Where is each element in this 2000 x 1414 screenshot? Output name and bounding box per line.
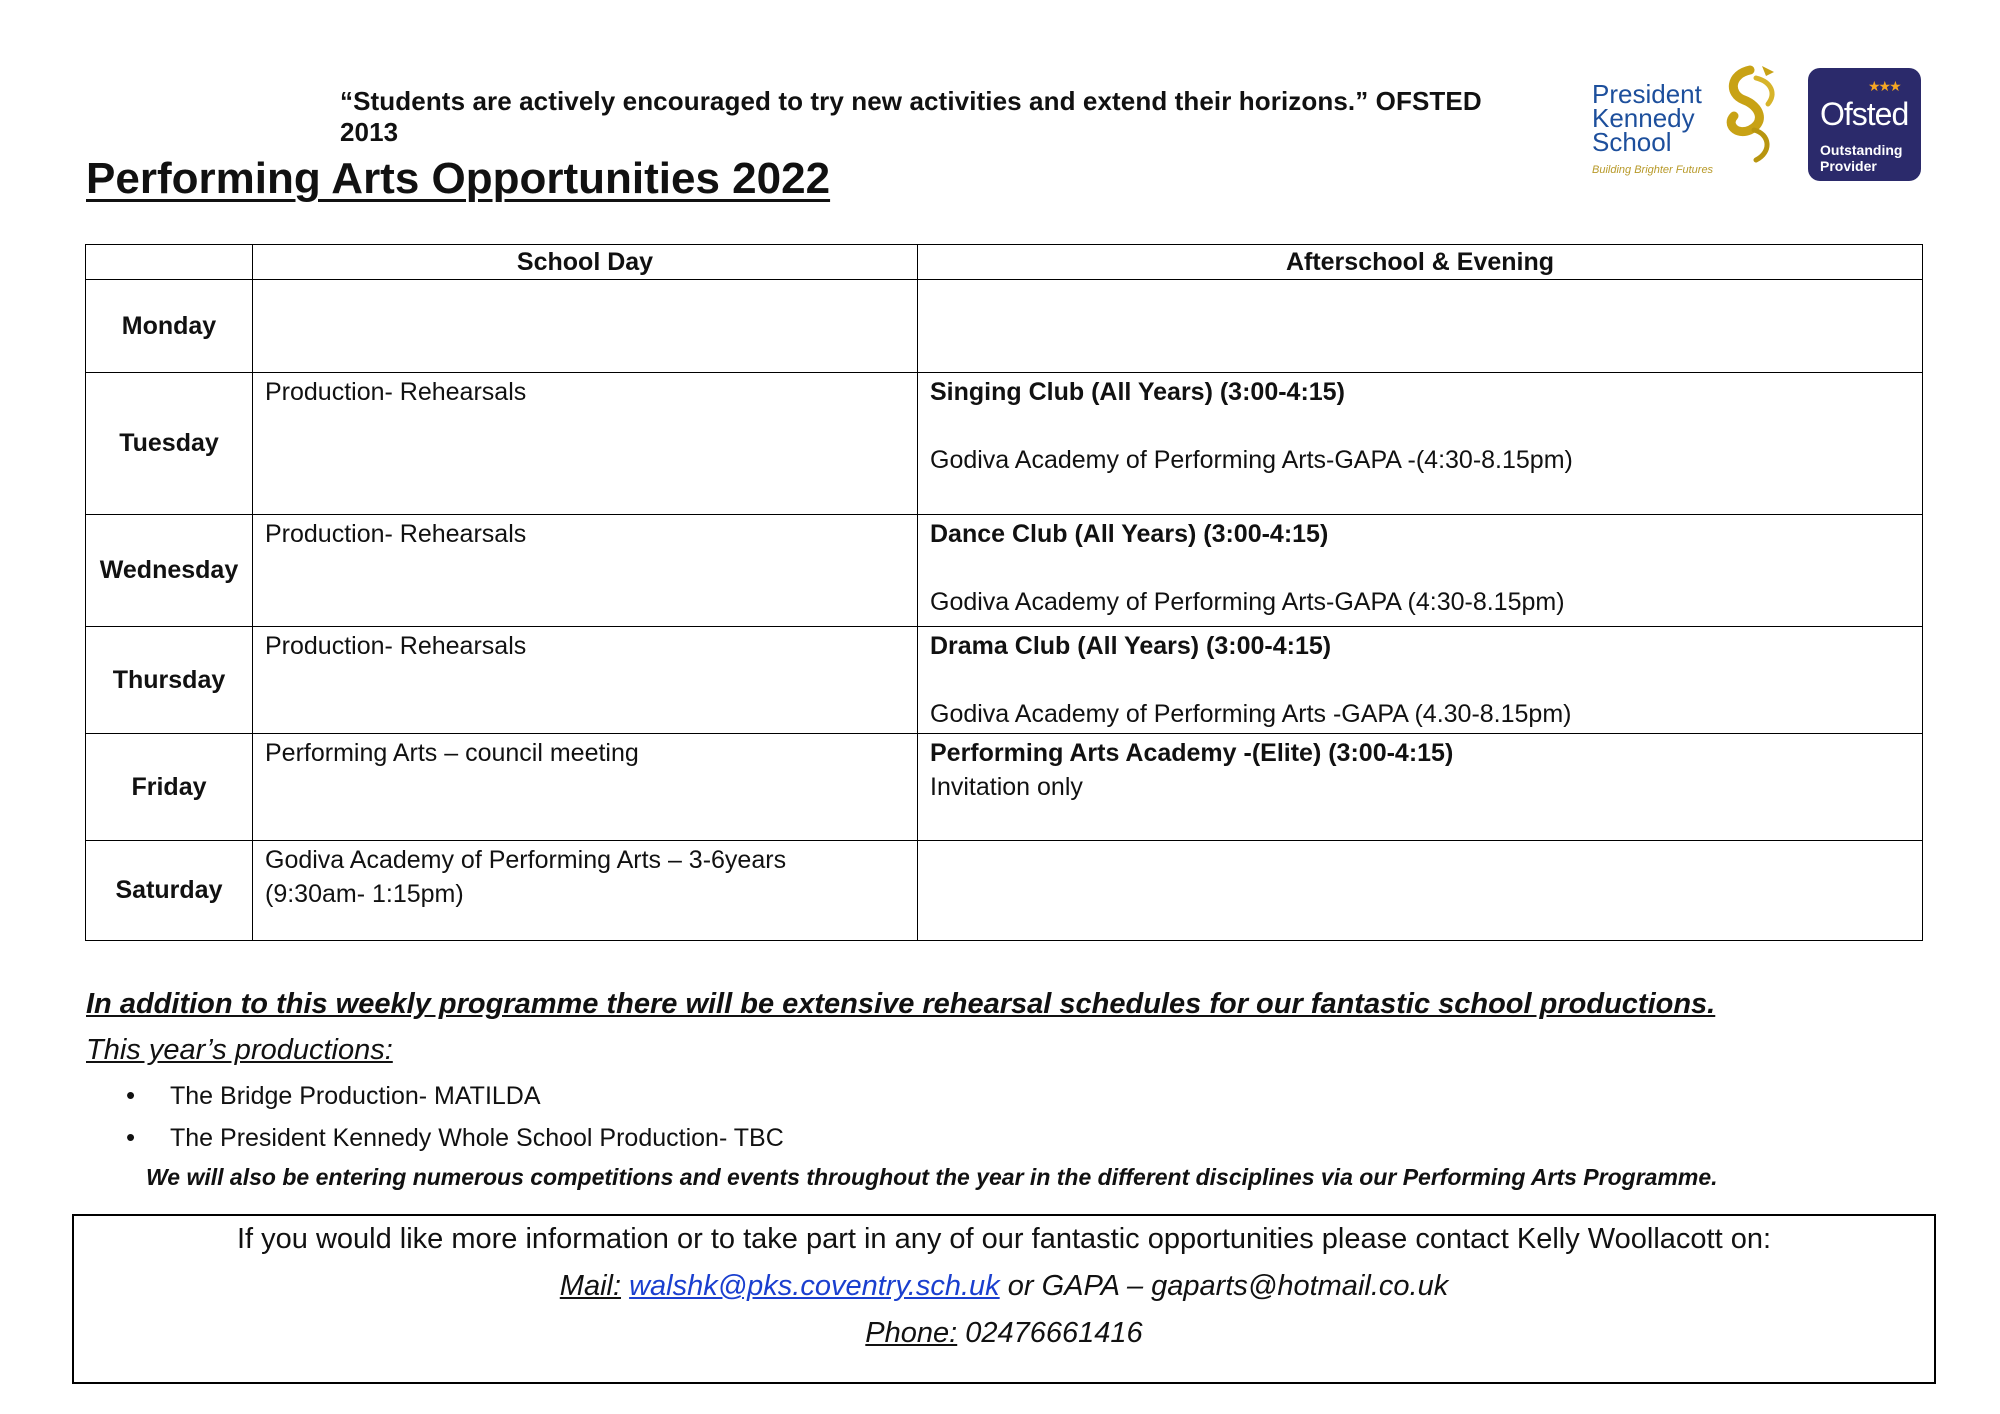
afterschool-cell: Drama Club (All Years) (3:00-4:15) Godiva Academy of Performing Arts -GAPA (4.30-8.15pm) (918, 627, 1923, 734)
day-cell: Monday (86, 280, 253, 373)
school-logo (1592, 62, 1792, 184)
school-day-cell: Production- Rehearsals (253, 515, 918, 627)
table-row (86, 841, 1923, 941)
table-row (86, 734, 1923, 841)
afterschool-cell: Singing Club (All Years) (3:00-4:15) Godiva Academy of Performing Arts-GAPA -(4:30-8.15pm) (918, 373, 1923, 515)
school-tagline: Building Brighter Futures (1592, 164, 1714, 176)
contact-intro: If you would like more information or to take part in any of our fantastic opportunities please contact Kelly Woollacott on: (236, 1223, 1772, 1255)
timetable (85, 244, 1923, 941)
phone-label: Phone: (865, 1317, 958, 1349)
day-cell: Saturday (86, 841, 253, 941)
productions-heading: This year’s productions: (86, 1034, 393, 1066)
productions-list (126, 1082, 784, 1166)
table-header-row (86, 245, 1923, 280)
column-header: Afterschool & Evening (918, 245, 1923, 280)
table-row (86, 373, 1923, 515)
email-link[interactable]: walshk@pks.coventry.sch.uk (629, 1270, 1000, 1302)
table-row (86, 515, 1923, 627)
page-title: Performing Arts Opportunities 2022 (86, 154, 831, 203)
school-day-cell: Production- Rehearsals (253, 627, 918, 734)
afterschool-cell (918, 280, 1923, 373)
addition-note: In addition to this weekly programme there will be extensive rehearsal schedules for our fantastic school productions. (86, 988, 1716, 1020)
column-header (86, 245, 253, 280)
school-day-cell: Performing Arts – council meeting (253, 734, 918, 841)
table-row (86, 627, 1923, 734)
afterschool-cell: Dance Club (All Years) (3:00-4:15) Godiva Academy of Performing Arts-GAPA (4:30-8.15pm) (918, 515, 1923, 627)
ofsted-quote: “Students are actively encouraged to try new activities and extend their horizons.” OFSTED 2013 (340, 86, 1482, 147)
ofsted-badge (1808, 68, 1921, 181)
mail-label: Mail: (559, 1270, 622, 1302)
column-header: School Day (253, 245, 918, 280)
school-name: President Kennedy School (1592, 79, 1702, 157)
list-item: • The Bridge Production- MATILDA (126, 1082, 784, 1124)
afterschool-cell: Performing Arts Academy -(Elite) (3:00-4:15) Invitation only (918, 734, 1923, 841)
school-day-cell (253, 280, 918, 373)
list-item: • The President Kennedy Whole School Production- TBC (126, 1124, 784, 1166)
ofsted-subtitle: Outstanding Provider (1820, 142, 1903, 174)
competitions-note: We will also be entering numerous competitions and events throughout the year in the different disciplines via our Performing Arts Programme. (146, 1164, 1718, 1190)
day-cell: Thursday (86, 627, 253, 734)
table-row (86, 280, 1923, 373)
ofsted-brand: Ofsted (1820, 96, 1909, 132)
school-emblem-icon (1710, 64, 1786, 174)
star-icon: ★★★ (1868, 78, 1900, 94)
mail-alt: or GAPA – gaparts@hotmail.co.uk (999, 1270, 1449, 1302)
contact-box (72, 1214, 1936, 1384)
day-cell: Friday (86, 734, 253, 841)
contact-mail-line (74, 1263, 1934, 1310)
day-cell: Wednesday (86, 515, 253, 627)
afterschool-cell (918, 841, 1923, 941)
school-day-cell: Godiva Academy of Performing Arts – 3-6years (9:30am- 1:15pm) (253, 841, 918, 941)
contact-phone-line (74, 1310, 1934, 1357)
day-cell: Tuesday (86, 373, 253, 515)
school-day-cell: Production- Rehearsals (253, 373, 918, 515)
phone-number: 02476661416 (957, 1317, 1143, 1349)
